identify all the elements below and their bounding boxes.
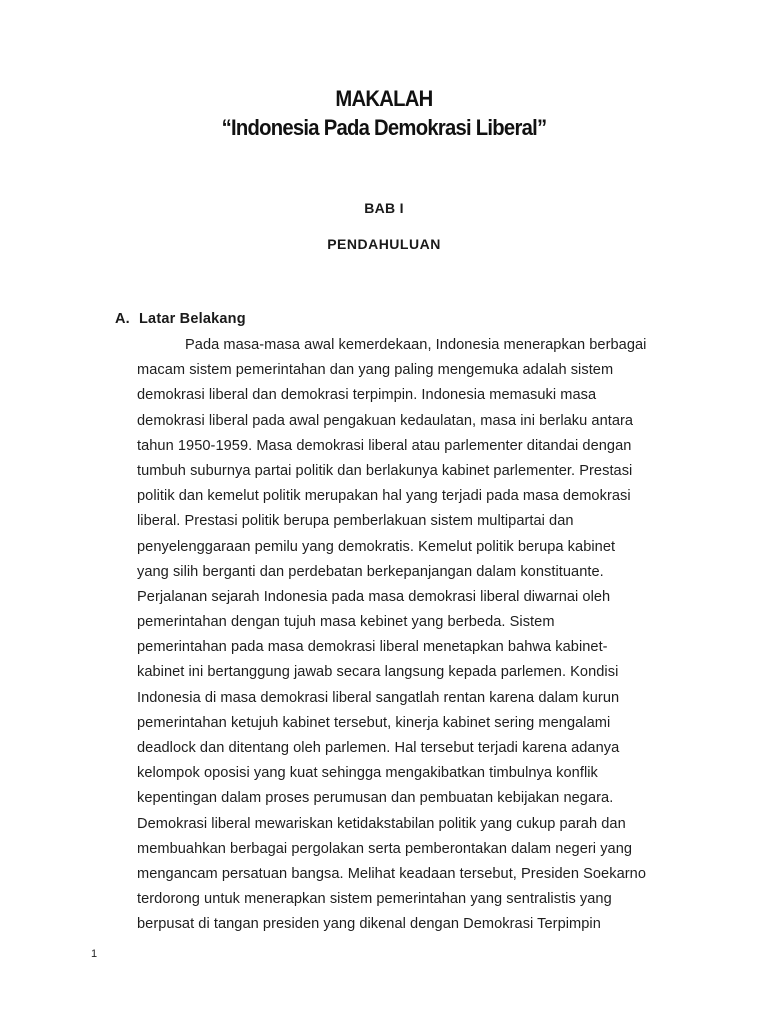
paragraph-line: pemerintahan pada masa demokrasi liberal menetapkan bahwa kabinet- — [137, 639, 608, 656]
paragraph-line: liberal. Prestasi politik berupa pemberlakuan sistem multipartai dan — [137, 513, 574, 530]
paragraph-line: Pada masa-masa awal kemerdekaan, Indonesia menerapkan berbagai — [185, 337, 647, 353]
paragraph-line: demokrasi liberal dan demokrasi terpimpin. Indonesia memasuki masa — [137, 387, 597, 404]
paragraph-line: Indonesia di masa demokrasi liberal sangatlah rentan karena dalam kurun — [137, 689, 620, 706]
paragraph-line: yang silih berganti dan perdebatan berkepanjangan dalam konstituante. — [137, 563, 604, 580]
document-title: MAKALAH — [335, 86, 433, 111]
paragraph-line: tahun 1950-1959. Masa demokrasi liberal atau parlementer ditandai dengan — [137, 437, 632, 454]
paragraph-line: demokrasi liberal pada awal pengakuan kedaulatan, masa ini berlaku antara — [137, 412, 634, 429]
paragraph-line: pemerintahan ketujuh kabinet tersebut, kinerja kabinet sering mengalami — [137, 714, 611, 731]
section-heading-text: Latar Belakang — [139, 311, 246, 327]
paragraph-line: pemerintahan dengan tujuh masa kebinet yang berbeda. Sistem — [137, 614, 555, 631]
paragraph-line: terdorong untuk menerapkan sistem pemerintahan yang sentralistis yang — [137, 891, 612, 908]
paragraph-line: kepentingan dalam proses perumusan dan pembuatan kebijakan negara. — [137, 790, 614, 807]
paragraph-line: membuahkan berbagai pergolakan serta pemberontakan dalam negeri yang — [137, 840, 633, 857]
paragraph-line: politik dan kemelut politik merupakan hal yang terjadi pada masa demokrasi — [137, 488, 631, 505]
document-subtitle: “Indonesia Pada Demokrasi Liberal” — [221, 115, 547, 140]
section-heading — [115, 311, 246, 327]
paragraph-line: Demokrasi liberal mewariskan ketidakstabilan politik yang cukup parah dan — [137, 815, 626, 832]
paragraph-line: penyelenggaraan pemilu yang demokratis. Kemelut politik berupa kabinet — [137, 538, 616, 555]
paragraph-line: deadlock dan ditentang oleh parlemen. Hal tersebut terjadi karena adanya — [137, 740, 620, 756]
chapter-title: PENDAHULUAN — [327, 236, 441, 252]
page-number: 1 — [91, 948, 98, 960]
chapter-number: BAB I — [364, 200, 404, 216]
section-label: A. — [115, 311, 130, 327]
paragraph-line: kelompok oposisi yang kuat sehingga mengakibatkan timbulnya konflik — [137, 765, 598, 782]
paragraph-line: Perjalanan sejarah Indonesia pada masa demokrasi liberal diwarnai oleh — [137, 588, 611, 605]
paragraph-line: kabinet ini bertanggung jawab secara langsung kepada parlemen. Kondisi — [137, 664, 619, 681]
paragraph-line: tumbuh suburnya partai politik dan berlakunya kabinet parlementer. Prestasi — [137, 462, 633, 479]
paragraph-line: macam sistem pemerintahan dan yang paling mengemuka adalah sistem — [137, 362, 614, 379]
body-paragraph — [137, 333, 677, 938]
paragraph-line: mengancam persatuan bangsa. Melihat keadaan tersebut, Presiden Soekarno — [137, 865, 646, 882]
paragraph-line: berpusat di tangan presiden yang dikenal dengan Demokrasi Terpimpin — [137, 916, 601, 933]
